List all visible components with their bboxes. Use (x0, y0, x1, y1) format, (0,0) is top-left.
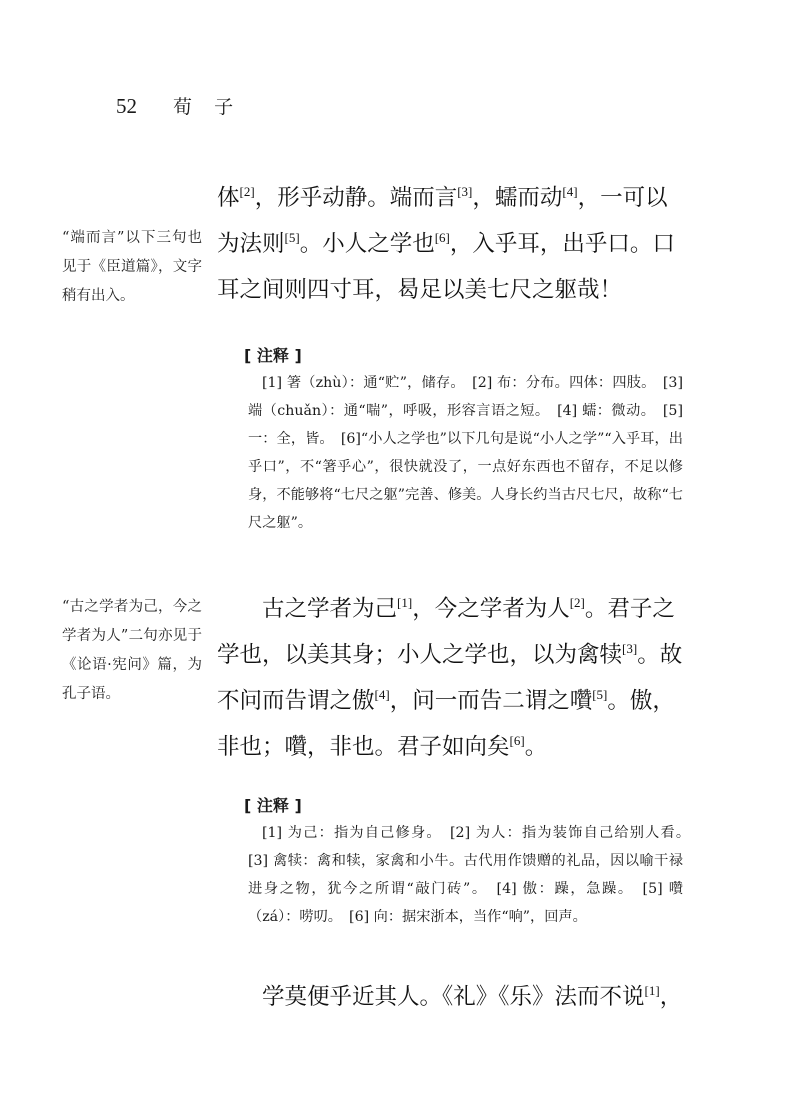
passage-text: 学莫便乎近其人。《礼》《乐》法而不说 (262, 984, 645, 1010)
annotation-heading: [ 注释 ] (244, 796, 302, 815)
footnote-marker: [5] (592, 687, 608, 702)
side-note: “古之学者为己，今之学者为人”二句亦见于《论语·宪问》篇，为孔子语。 (62, 599, 202, 702)
main-passage (217, 586, 687, 770)
passage-text: 。 (524, 734, 548, 760)
main-passage (217, 974, 687, 1020)
book-title: 荀 子 (173, 96, 242, 118)
footnote-marker: [2] (239, 184, 255, 199)
footnote-marker: [6] (509, 733, 525, 748)
passage-text: 。君子之学也，以美其身；小人之学也，以为禽犊 (217, 596, 675, 668)
passage-text: ，今之学者为人 (412, 596, 570, 622)
passage-text: 。傲，非也；囋，非也。君子如向矣 (217, 688, 675, 760)
side-note: “端而言”以下三句也见于《臣道篇》，文字稍有出入。 (62, 230, 202, 304)
passage-text: 。故不问而告谓之傲 (217, 642, 683, 714)
page-number: 52 (116, 94, 137, 118)
annotation-paragraph: [1] 为己：指为自己修身。 [2] 为人：指为装饰自己给别人看。 [3] 禽犊：禽和犊，家禽和小牛。古代用作馈赠的礼品，因以喻干禄进身之物，犹今之所谓“敲门砖”。 [4] 傲：躁，急躁。 [5] 囋（zá）：唠叨。 [6] 向：据宋浙本，当作“响”，回声。 (248, 825, 698, 925)
passage-text: 古之学者为己 (262, 596, 398, 622)
passage-text: ，形乎动静。端而言 (254, 185, 458, 211)
footnote-marker: [3] (457, 184, 473, 199)
annotation-paragraph: [1] 箸（zhù）：通“贮”，储存。 [2] 布：分布。四体：四肢。 [3] 端（chuǎn）：通“喘”，呼吸，形容言语之短。 [4] 蠕：微动。 [5] 一：全，皆。 [6]“小人之学也”以下几句是说“小人之学”“入乎耳，出乎口”，不“箸乎心”，很快就没了，一点好东西也不留存，不足以修身，不能够将“七尺之躯”完善、修美。人身长约当古尺七尺，故称“七尺之躯”。 (248, 375, 683, 531)
annotation-text (248, 819, 698, 931)
annotation-heading: [ 注释 ] (244, 346, 302, 365)
passage-text: ， (659, 984, 683, 1010)
main-passage (217, 175, 687, 313)
footnote-marker: [5] (284, 230, 300, 245)
footnote-marker: [1] (397, 595, 413, 610)
passage-text: 体 (217, 185, 240, 211)
passage-text: ，问一而告二谓之囋 (389, 688, 593, 714)
footnote-marker: [4] (374, 687, 390, 702)
running-header (116, 92, 241, 119)
footnote-marker: [1] (644, 983, 660, 998)
passage-text: 。小人之学也 (299, 231, 435, 257)
passage-text: ，蠕而动 (472, 185, 563, 211)
passage-text: ，入乎耳，出乎口。口耳之间则四寸耳，曷足以美七尺之躯哉！ (217, 231, 675, 303)
footnote-marker: [4] (562, 184, 578, 199)
annotation-text (248, 369, 683, 537)
footnote-marker: [6] (434, 230, 450, 245)
passage-text: ，一可以为法则 (217, 185, 668, 257)
footnote-marker: [3] (622, 641, 638, 656)
footnote-marker: [2] (569, 595, 585, 610)
